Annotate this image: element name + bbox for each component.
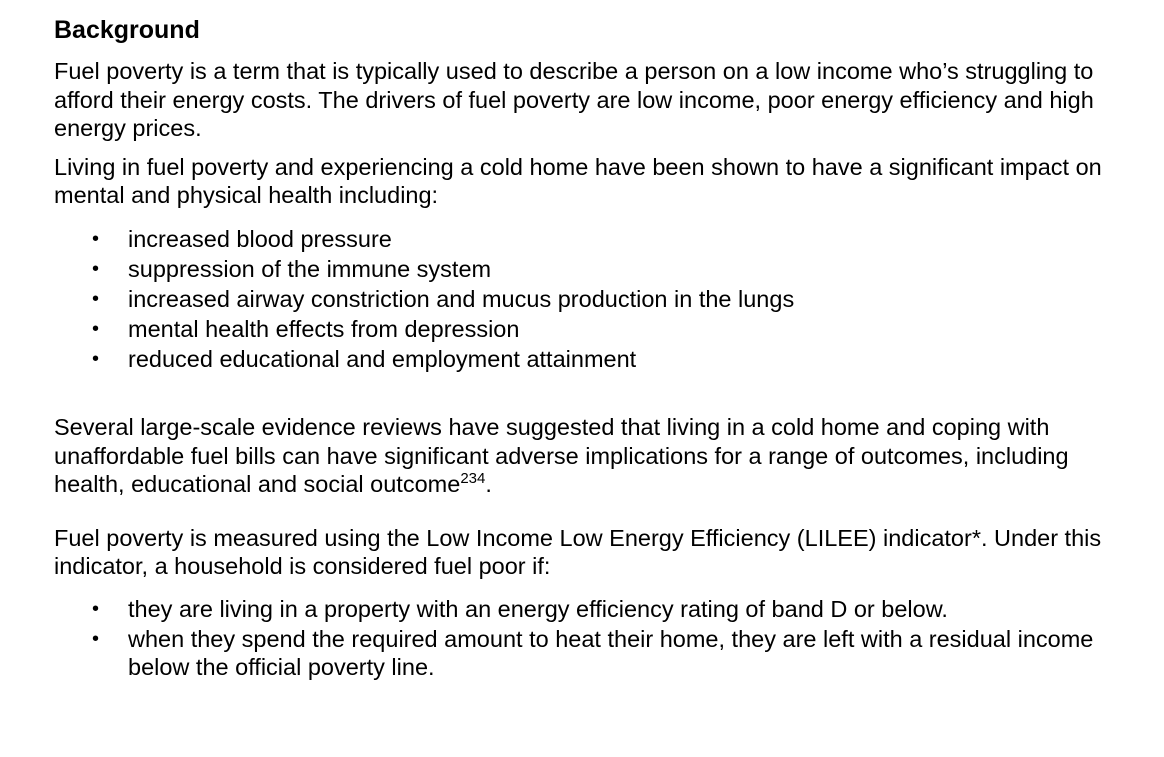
footnote-reference: 234 (460, 470, 486, 487)
evidence-text: Several large-scale evidence reviews have suggested that living in a cold home and coping with unaffordable fuel bills can have significant adverse implications for a range of outcomes, including health, educational and social outcome (54, 414, 1069, 497)
bullet-icon: • (92, 227, 100, 250)
fuel-poor-criteria-list (54, 595, 1124, 682)
list-item (54, 315, 1124, 344)
health-impact-paragraph: Living in fuel poverty and experiencing a cold home have been shown to have a significant impact on mental and physical health including: (54, 153, 1102, 208)
list-item-text: increased blood pressure (128, 225, 392, 252)
list-item (54, 255, 1124, 284)
list-item (54, 595, 1124, 624)
bullet-icon: • (92, 597, 100, 620)
list-item (54, 285, 1124, 314)
list-item (54, 345, 1124, 374)
list-item (54, 625, 1124, 682)
intro-paragraph: Fuel poverty is a term that is typically used to describe a person on a low income who’s struggling to afford their energy costs. The drivers of fuel poverty are low income, poor energy efficiency and high energy prices. (54, 58, 1094, 141)
measurement-paragraph: Fuel poverty is measured using the Low Income Low Energy Efficiency (LILEE) indicator*. Under this indicator, a household is considered fuel poor if: (54, 524, 1102, 579)
list-item-text: increased airway constriction and mucus production in the lungs (128, 285, 795, 312)
sentence-end: . (485, 471, 492, 497)
list-item (54, 225, 1124, 254)
list-item-text: reduced educational and employment attainment (128, 345, 637, 372)
bullet-icon: • (92, 257, 100, 280)
list-item-text: mental health effects from depression (128, 315, 520, 342)
list-item-text: suppression of the immune system (128, 255, 492, 282)
list-item-text: they are living in a property with an energy efficiency rating of band D or below. (128, 595, 948, 622)
bullet-icon: • (92, 627, 100, 650)
bullet-icon: • (92, 317, 100, 340)
section-heading: Background (54, 16, 200, 44)
health-effects-list (54, 225, 1124, 374)
list-item-text: when they spend the required amount to heat their home, they are left with a residual income below the official poverty line. (128, 625, 1094, 680)
bullet-icon: • (92, 287, 100, 310)
bullet-icon: • (92, 347, 100, 370)
evidence-paragraph (54, 413, 1124, 499)
